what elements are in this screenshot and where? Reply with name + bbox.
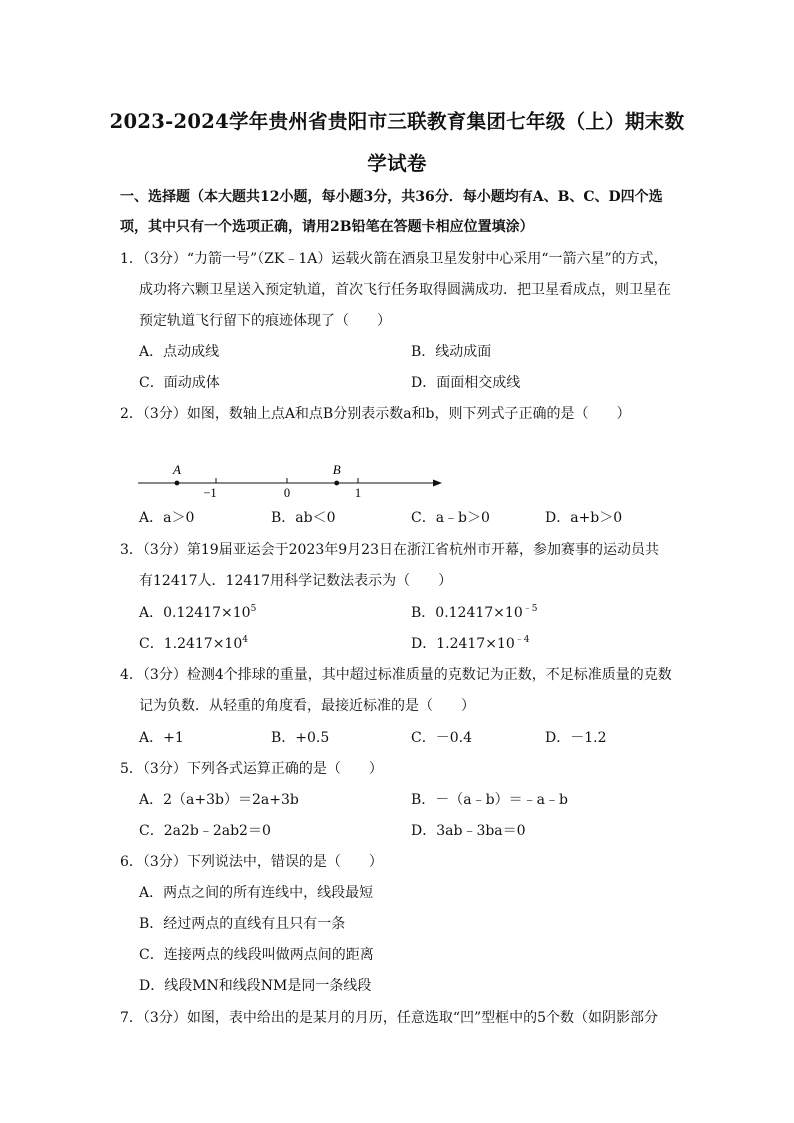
option-a: A．$0.12417\times 10^5$ [139,604,257,621]
question-text: 有12417人．12417用科学记数法表示为（ ） [139,573,453,589]
option-d: D．线段MN和线段NM是同一条线段 [139,978,372,994]
number-line-figure [130,458,450,500]
option-d: D．面面相交成线 [411,375,521,391]
point-b-dot [334,481,339,486]
option-b: B．+0.5 [271,730,330,746]
option-b: B．－（a﹣b）＝﹣a﹣b [411,792,568,808]
option-a: A．两点之间的所有连线中，线段最短 [139,885,374,901]
option-c: C．连接两点的线段叫做两点间的距离 [139,947,374,963]
option-b: B．ab＜0 [271,510,336,526]
point-b-label: B [332,462,341,477]
tick-1-label: 1 [354,486,362,500]
number-line-arrow [433,480,442,487]
question-text: 2．（3分）如图，数轴上点A和点B分别表示数a和b，则下列式子正确的是（ ） [120,406,631,422]
question-text: 成功将六颗卫星送入预定轨道，首次飞行任务取得圆满成功．把卫星看成点，则卫星在 [139,282,671,298]
option-b: B．线动成面 [411,344,492,360]
point-a-dot [175,481,180,486]
option-b: B．经过两点的直线有且只有一条 [139,916,346,932]
option-a: A．点动成线 [139,344,220,360]
option-a: A．a＞0 [139,510,195,526]
option-c: C．－0.4 [411,730,472,746]
exam-title-line1: 2023-2024学年贵州省贵阳市三联教育集团七年级（上）期末数 [109,110,685,133]
option-c: C．2a2b﹣2ab2＝0 [139,823,271,839]
tick-neg1-label: −1 [203,486,217,500]
question-text: 4．（3分）检测4个排球的重量，其中超过标准质量的克数记为正数，不足标准质量的克数 [120,667,672,683]
question-text: 记为负数．从轻重的角度看，最接近标准的是（ ） [139,698,475,714]
option-d: D．a+b＞0 [545,510,623,526]
question-text: 预定轨道飞行留下的痕迹体现了（ ） [139,313,391,329]
option-d: D．3ab﹣3ba＝0 [411,823,526,839]
option-a: A．2（a+3b）＝2a+3b [139,792,299,808]
option-c: C．a﹣b＞0 [411,510,490,526]
option-a: A．+1 [139,730,184,746]
option-c: C．$1.2417\times 10^4$ [139,635,248,652]
question-text: 6．（3分）下列说法中，错误的是（ ） [120,854,383,870]
exam-title-line2: 学试卷 [367,152,427,175]
section-heading-cont: 项，其中只有一个选项正确，请用2B铅笔在答题卡相应位置填涂） [120,219,534,235]
option-d: D．$1.2417\times 10^{﹣4}$ [411,635,530,652]
option-c: C．面动成体 [139,375,220,391]
question-text: 3．（3分）第19届亚运会于2023年9月23日在浙江省杭州市开幕，参加赛事的运动员共 [120,542,659,558]
question-text: 7．（3分）如图，表中给出的是某月的月历，任意选取“凹”型框中的5个数（如阴影部分 [120,1010,659,1026]
option-b: B．$0.12417\times 10^{﹣5}$ [411,604,538,621]
point-a-label: A [172,462,181,477]
option-d: D．－1.2 [545,730,607,746]
section-heading: 一、选择题（本大题共12小题，每小题3分，共36分．每小题均有A、B、C、D四个选 [120,189,663,205]
tick-0-label: 0 [283,486,291,500]
question-text: 5．（3分）下列各式运算正确的是（ ） [120,761,383,777]
question-text: 1．（3分）“力箭一号”（ZK﹣1A）运载火箭在酒泉卫星发射中心采用“一箭六星”的方式， [120,251,668,267]
